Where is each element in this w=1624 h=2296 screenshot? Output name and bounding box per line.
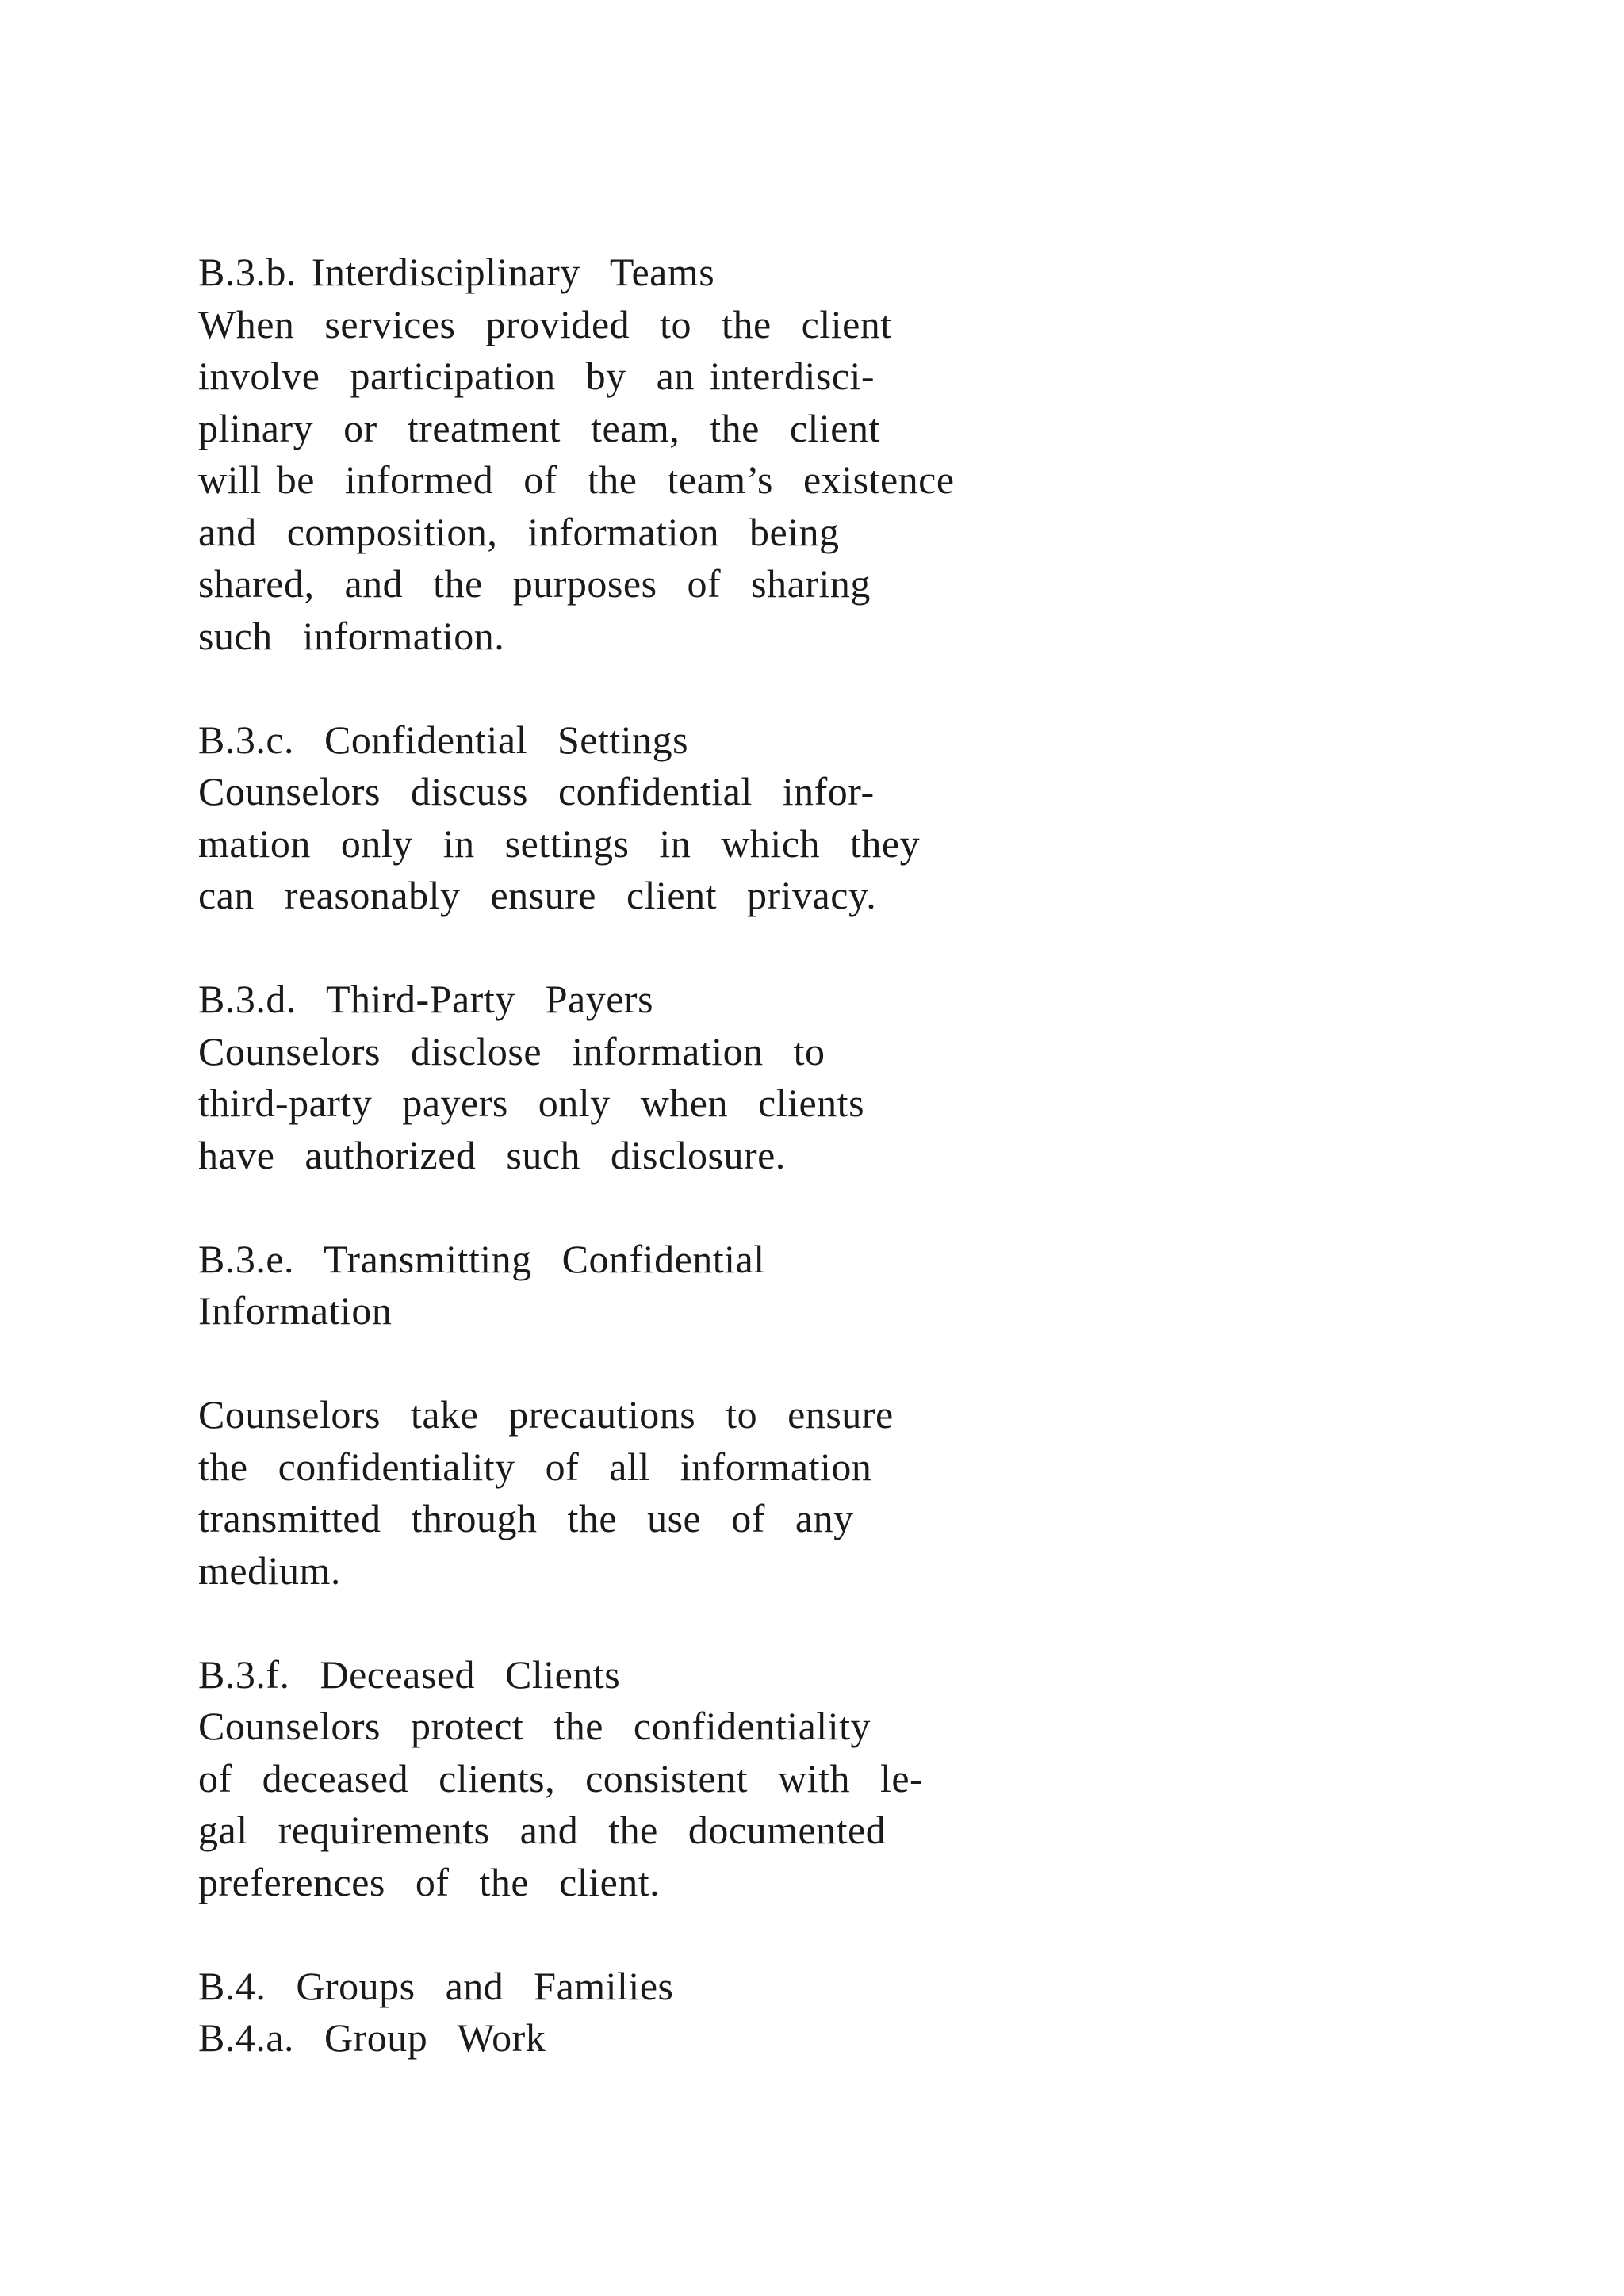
section-heading: B.3.d. Third-Party Payers	[198, 977, 654, 1021]
section-heading: B.3.f. Deceased Clients	[198, 1651, 621, 1697]
blank-line	[198, 1908, 1388, 1961]
section-transmitting-confidential-information	[198, 1234, 1388, 1337]
paragraph-line: of deceased clients, consistent with le-	[198, 1755, 924, 1800]
paragraph-line: the confidentiality of all information	[198, 1444, 872, 1489]
blank-line	[198, 1337, 1388, 1390]
paragraph-line: plinary or treatment team, the client	[198, 405, 880, 450]
subsection-heading: B.4.a. Group Work	[198, 2015, 546, 2060]
section-heading: B.3.b. Interdisciplinary Teams	[198, 250, 715, 294]
section-heading: B.3.c. Confidential Settings	[198, 717, 689, 762]
paragraph-line: mation only in settings in which they	[198, 821, 921, 866]
section-confidential-settings	[198, 714, 1388, 922]
paragraph-line: can reasonably ensure client privacy.	[198, 873, 877, 917]
blank-line	[198, 1597, 1388, 1649]
section-transmitting-body	[198, 1389, 1388, 1597]
paragraph-line: Counselors disclose information to	[198, 1028, 825, 1073]
paragraph-line: preferences of the client.	[198, 1859, 661, 1904]
section-third-party-payers	[198, 974, 1388, 1181]
document-body	[198, 247, 1388, 2064]
paragraph-line: gal requirements and the documented	[198, 1808, 887, 1852]
section-heading: B.4. Groups and Families	[198, 1963, 674, 2008]
section-heading: B.3.e. Transmitting Confidential	[198, 1236, 765, 1281]
paragraph-line: transmitted through the use of any	[198, 1496, 854, 1540]
blank-line	[198, 1181, 1388, 1234]
paragraph-line: When services provided to the client	[198, 301, 892, 346]
paragraph-line: have authorized such disclosure.	[198, 1132, 786, 1177]
paragraph-line: will be informed of the team’s existence	[198, 457, 955, 502]
paragraph-line: involve participation by an interdisci-	[198, 354, 875, 398]
section-deceased-clients	[198, 1649, 1388, 1909]
paragraph-line: and composition, information being	[198, 509, 840, 554]
section-groups-and-families	[198, 1961, 1388, 2064]
blank-line	[198, 922, 1388, 974]
section-heading-continued: Information	[198, 1288, 393, 1333]
paragraph-line: medium.	[198, 1548, 341, 1593]
paragraph-line: Counselors protect the confidentiality	[198, 1704, 871, 1748]
paragraph-line: shared, and the purposes of sharing	[198, 561, 871, 606]
paragraph-line: Counselors discuss confidential infor-	[198, 769, 875, 813]
paragraph-line: third-party payers only when clients	[198, 1081, 865, 1125]
blank-line	[198, 662, 1388, 714]
paragraph-line: Counselors take precautions to ensure	[198, 1392, 894, 1437]
section-interdisciplinary-teams	[198, 247, 1388, 662]
paragraph-line: such information.	[198, 613, 505, 658]
